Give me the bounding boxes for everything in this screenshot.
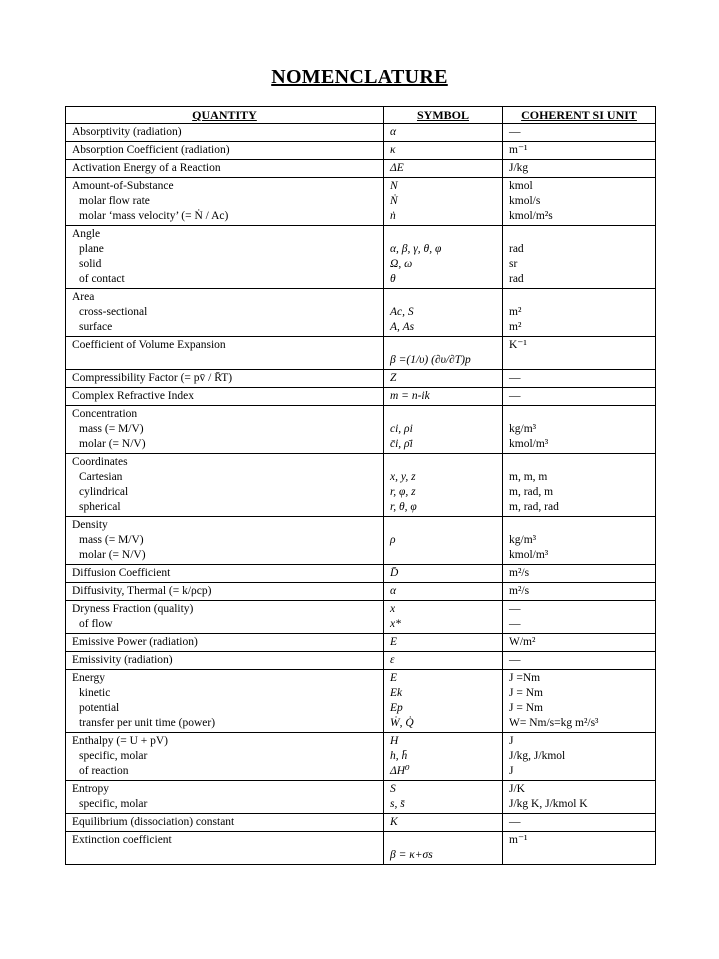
unit-cell	[503, 670, 656, 733]
table-row	[66, 388, 656, 406]
symbol-cell	[384, 142, 503, 160]
quantity-text: Complex Refractive Index	[72, 390, 194, 402]
unit-text: —	[509, 618, 521, 630]
unit-text: J/kg	[509, 162, 529, 174]
symbol-text	[390, 455, 496, 470]
symbol-text: E	[390, 636, 398, 648]
quantity-cell	[66, 652, 384, 670]
quantity-text: plane	[79, 243, 104, 255]
unit-cell	[503, 289, 656, 337]
quantity-text: specific, molar	[79, 798, 148, 810]
quantity-text: Concentration	[72, 408, 138, 420]
table-row	[66, 832, 656, 865]
symbol-text: h, h̄	[390, 750, 408, 762]
quantity-text: cross-sectional	[79, 306, 148, 318]
unit-text: kmol/m³	[509, 438, 549, 450]
symbol-cell	[384, 406, 503, 454]
unit-text: m²	[509, 321, 522, 333]
symbol-text	[390, 518, 496, 533]
symbol-text: N	[390, 180, 398, 192]
quantity-cell	[66, 370, 384, 388]
table-header-row	[66, 107, 656, 124]
symbol-cell	[384, 388, 503, 406]
quantity-text: Enthalpy (= U + pV)	[72, 735, 169, 747]
symbol-cell	[384, 781, 503, 814]
unit-text: m²	[509, 306, 522, 318]
unit-cell	[503, 124, 656, 142]
unit-text: —	[509, 390, 521, 402]
unit-text	[509, 455, 649, 470]
symbol-text: Ẇ, Q̇	[390, 717, 414, 729]
unit-text: —	[509, 372, 521, 384]
unit-text: J/K	[509, 783, 525, 795]
symbol-text: β = κ+σs	[390, 849, 433, 861]
symbol-text: x*	[390, 618, 401, 630]
quantity-cell	[66, 160, 384, 178]
symbol-text	[390, 290, 496, 305]
quantity-text: mass (= M/V)	[79, 534, 144, 546]
quantity-text: Equilibrium (dissociation) constant	[72, 816, 235, 828]
quantity-text: Entropy	[72, 783, 110, 795]
quantity-text: Extinction coefficient	[72, 834, 172, 846]
symbol-text: ε	[390, 654, 395, 666]
symbol-cell	[384, 565, 503, 583]
quantity-text: Absorptivity (radiation)	[72, 126, 182, 138]
quantity-cell	[66, 832, 384, 865]
symbol-text: A, As	[390, 321, 415, 333]
table-row	[66, 406, 656, 454]
quantity-text: cylindrical	[79, 486, 129, 498]
unit-text: J	[509, 735, 514, 747]
symbol-text: Ek	[390, 687, 403, 699]
symbol-cell	[384, 601, 503, 634]
quantity-text	[72, 353, 377, 368]
quantity-text: Coordinates	[72, 456, 128, 468]
unit-text: —	[509, 603, 521, 615]
unit-text: J	[509, 765, 514, 777]
quantity-cell	[66, 583, 384, 601]
symbol-cell	[384, 652, 503, 670]
quantity-cell	[66, 454, 384, 517]
unit-text	[509, 290, 649, 305]
page-title: NOMENCLATURE	[271, 66, 448, 88]
table-row	[66, 454, 656, 517]
quantity-cell	[66, 517, 384, 565]
quantity-text: molar (= N/V)	[79, 549, 146, 561]
quantity-text: of flow	[79, 618, 113, 630]
unit-cell	[503, 142, 656, 160]
unit-text: W= Nm/s=kg m²/s³	[509, 717, 599, 729]
quantity-text: surface	[79, 321, 113, 333]
symbol-text: ΔE	[390, 162, 404, 174]
unit-text: —	[509, 654, 521, 666]
table-row	[66, 178, 656, 226]
table-row	[66, 670, 656, 733]
symbol-text: Ac, S	[390, 306, 414, 318]
quantity-text: spherical	[79, 501, 121, 513]
symbol-text: Ω, ω	[390, 258, 413, 270]
symbol-text: ṅ	[390, 210, 396, 222]
symbol-cell	[384, 832, 503, 865]
unit-text: rad	[509, 243, 524, 255]
nomenclature-table	[65, 106, 656, 865]
symbol-text: Ep	[390, 702, 403, 714]
quantity-cell	[66, 601, 384, 634]
symbol-text: K	[390, 816, 398, 828]
symbol-text: θ	[390, 273, 396, 285]
symbol-cell	[384, 160, 503, 178]
unit-text: —	[509, 126, 521, 138]
quantity-text: Cartesian	[79, 471, 123, 483]
symbol-text: α, β, γ, θ, φ	[390, 243, 442, 255]
symbol-text: c̄i, ρ̄i	[390, 438, 413, 450]
unit-cell	[503, 370, 656, 388]
symbol-text: S	[390, 783, 396, 795]
symbol-header: SYMBOL	[384, 107, 503, 124]
quantity-text: of contact	[79, 273, 125, 285]
quantity-text: Absorption Coefficient (radiation)	[72, 144, 230, 156]
symbol-text	[390, 338, 496, 353]
quantity-cell	[66, 388, 384, 406]
unit-cell	[503, 814, 656, 832]
quantity-text: Area	[72, 291, 95, 303]
unit-cell	[503, 406, 656, 454]
quantity-cell	[66, 781, 384, 814]
table-row	[66, 337, 656, 370]
symbol-text: ρ	[390, 534, 396, 546]
quantity-cell	[66, 406, 384, 454]
symbol-text: κ	[390, 144, 396, 156]
quantity-text: Coefficient of Volume Expansion	[72, 339, 226, 351]
unit-text: kg/m³	[509, 534, 537, 546]
symbol-text: r, θ, φ	[390, 501, 417, 513]
unit-cell	[503, 634, 656, 652]
unit-text: m⁻¹	[509, 144, 528, 156]
unit-text: J =Nm	[509, 672, 541, 684]
unit-text: kmol/m³	[509, 549, 549, 561]
quantity-cell	[66, 733, 384, 781]
quantity-text: Emissivity (radiation)	[72, 654, 173, 666]
table-row	[66, 565, 656, 583]
symbol-cell	[384, 337, 503, 370]
quantity-text: molar ‘mass velocity’ (= Ṅ / Ac)	[79, 210, 229, 222]
quantity-cell	[66, 670, 384, 733]
symbol-cell	[384, 454, 503, 517]
symbol-text: ΔH⁰	[390, 765, 410, 777]
unit-text: K⁻¹	[509, 339, 527, 351]
table-row	[66, 226, 656, 289]
unit-text: kmol	[509, 180, 533, 192]
quantity-text: Angle	[72, 228, 101, 240]
symbol-text: s, s̄	[390, 798, 405, 810]
symbol-text: ci, ρi	[390, 423, 413, 435]
symbol-cell	[384, 733, 503, 781]
quantity-text: molar (= N/V)	[79, 438, 146, 450]
symbol-cell	[384, 634, 503, 652]
symbol-text: x, y, z	[390, 471, 416, 483]
unit-text: J = Nm	[509, 687, 543, 699]
unit-cell	[503, 517, 656, 565]
quantity-text: Energy	[72, 672, 106, 684]
symbol-cell	[384, 583, 503, 601]
unit-text: J/kg K, J/kmol K	[509, 798, 588, 810]
quantity-text: transfer per unit time (power)	[79, 717, 216, 729]
symbol-text	[390, 548, 496, 563]
symbol-text: α	[390, 126, 397, 138]
quantity-text: Emissive Power (radiation)	[72, 636, 198, 648]
unit-text: —	[509, 816, 521, 828]
table-row	[66, 142, 656, 160]
table-row	[66, 583, 656, 601]
unit-text: m, rad, rad	[509, 501, 559, 513]
unit-text: kg/m³	[509, 423, 537, 435]
unit-text: W/m²	[509, 636, 536, 648]
unit-text: m, rad, m	[509, 486, 554, 498]
unit-text	[509, 407, 649, 422]
symbol-text	[390, 407, 496, 422]
unit-cell	[503, 226, 656, 289]
unit-text: sr	[509, 258, 518, 270]
quantity-text: solid	[79, 258, 102, 270]
symbol-text: β =(1/υ) (∂υ/∂T)p	[390, 354, 471, 366]
symbol-text: x	[390, 603, 396, 615]
symbol-text: m = n-ik	[390, 390, 430, 402]
quantity-cell	[66, 634, 384, 652]
unit-cell	[503, 178, 656, 226]
symbol-text: H	[390, 735, 399, 747]
table-row	[66, 289, 656, 337]
quantity-cell	[66, 814, 384, 832]
table-row	[66, 601, 656, 634]
table-row	[66, 634, 656, 652]
unit-cell	[503, 601, 656, 634]
unit-cell	[503, 781, 656, 814]
unit-text: m⁻¹	[509, 834, 528, 846]
symbol-text: Z	[390, 372, 397, 384]
table-row	[66, 370, 656, 388]
unit-text: J = Nm	[509, 702, 543, 714]
symbol-text	[390, 833, 496, 848]
unit-text: J/kg, J/kmol	[509, 750, 566, 762]
quantity-cell	[66, 226, 384, 289]
quantity-cell	[66, 289, 384, 337]
quantity-text: Diffusivity, Thermal (= k/ρcp)	[72, 585, 212, 597]
unit-header: COHERENT SI UNIT	[503, 107, 656, 124]
unit-cell	[503, 565, 656, 583]
unit-text	[509, 848, 649, 863]
symbol-cell	[384, 226, 503, 289]
quantity-text: Diffusion Coefficient	[72, 567, 171, 579]
unit-text	[509, 227, 649, 242]
quantity-text: Amount-of-Substance	[72, 180, 174, 192]
unit-text	[509, 518, 649, 533]
symbol-cell	[384, 814, 503, 832]
symbol-cell	[384, 370, 503, 388]
table-row	[66, 124, 656, 142]
quantity-cell	[66, 124, 384, 142]
table-row	[66, 814, 656, 832]
symbol-cell	[384, 670, 503, 733]
quantity-text: Dryness Fraction (quality)	[72, 603, 194, 615]
table-row	[66, 652, 656, 670]
unit-cell	[503, 454, 656, 517]
symbol-text	[390, 227, 496, 242]
quantity-text: mass (= M/V)	[79, 423, 144, 435]
unit-cell	[503, 388, 656, 406]
symbol-cell	[384, 124, 503, 142]
symbol-cell	[384, 517, 503, 565]
unit-text: m²/s	[509, 585, 530, 597]
quantity-text: kinetic	[79, 687, 111, 699]
symbol-text: E	[390, 672, 398, 684]
table-row	[66, 781, 656, 814]
unit-text: m²/s	[509, 567, 530, 579]
unit-cell	[503, 160, 656, 178]
symbol-text: Ṅ	[390, 195, 398, 207]
symbol-text: r, φ, z	[390, 486, 416, 498]
unit-text: m, m, m	[509, 471, 548, 483]
quantity-text: Activation Energy of a Reaction	[72, 162, 221, 174]
unit-cell	[503, 832, 656, 865]
unit-text: kmol/m²s	[509, 210, 553, 222]
symbol-text: D̄	[390, 567, 399, 579]
unit-text: kmol/s	[509, 195, 541, 207]
quantity-cell	[66, 178, 384, 226]
quantity-text: specific, molar	[79, 750, 148, 762]
unit-cell	[503, 733, 656, 781]
quantity-text: Compressibility Factor (= pv̄ / R̄T)	[72, 372, 233, 384]
symbol-cell	[384, 289, 503, 337]
quantity-text	[72, 848, 377, 863]
quantity-text: of reaction	[79, 765, 129, 777]
quantity-cell	[66, 337, 384, 370]
unit-cell	[503, 652, 656, 670]
unit-text: rad	[509, 273, 524, 285]
quantity-text: potential	[79, 702, 120, 714]
unit-text	[509, 353, 649, 368]
unit-cell	[503, 583, 656, 601]
symbol-text: α	[390, 585, 397, 597]
quantity-text: Density	[72, 519, 108, 531]
quantity-text: molar flow rate	[79, 195, 150, 207]
table-row	[66, 160, 656, 178]
quantity-header: QUANTITY	[66, 107, 384, 124]
table-row	[66, 733, 656, 781]
unit-cell	[503, 337, 656, 370]
table-row	[66, 517, 656, 565]
symbol-cell	[384, 178, 503, 226]
quantity-cell	[66, 565, 384, 583]
quantity-cell	[66, 142, 384, 160]
